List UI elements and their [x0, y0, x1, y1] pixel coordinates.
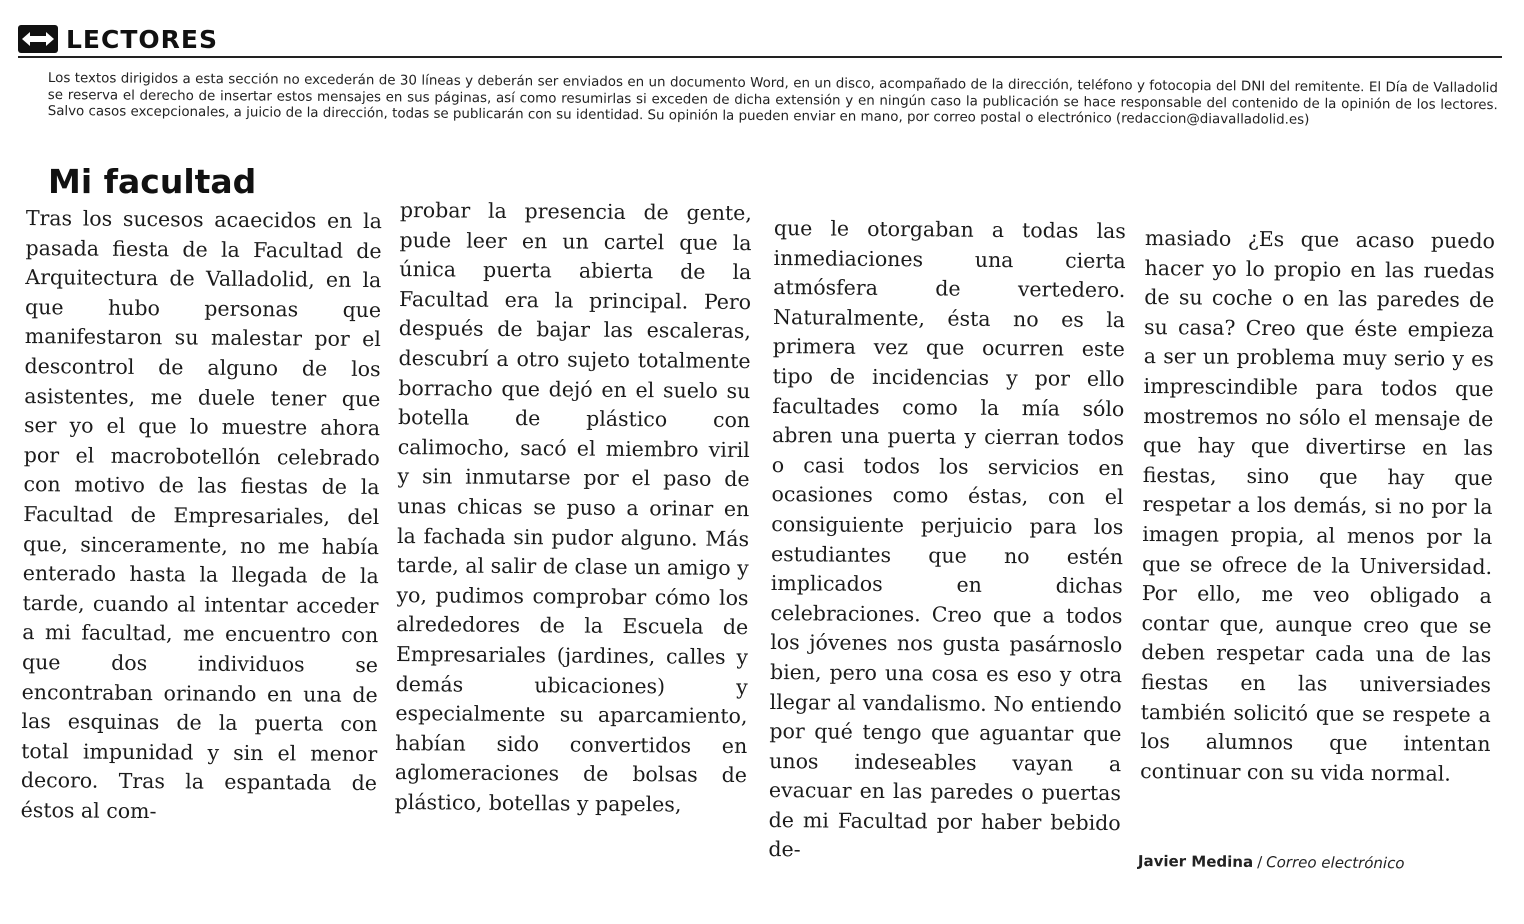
double-arrow-icon — [18, 25, 58, 53]
section-title: LECTORES — [66, 24, 218, 54]
section-header — [18, 22, 218, 56]
article-column-3: que le otorgaban a todas las inmediaciones una cierta atmósfera de vertedero. Naturalmente, ésta no es la primera vez que ocurren este tipo de incidencias y por ello facultades como la mía sólo abren una puerta y cierran todos o casi todos los servicios en ocasiones como éstas, con el consiguiente perjuicio para los estudiantes que no estén implicados en dichas celebraciones. Creo que a todos los jóvenes nos gusta pasárnoslo bien, pero una cosa es eso y otra llegar al vandalismo. No entiendo por qué tengo que aguantar que unos indeseables vayan a evacuar en las paredes o puertas de mi Facultad por haber bebido de- — [768, 215, 1126, 862]
section-intro: Los textos dirigidos a esta sección no excederán de 30 líneas y deberán ser enviados en un documento Word, en un disco, acompañado de la dirección, teléfono y fotocopia del DNI del remitente. El Día de Valladolid se reserva el derecho de insertar estos mensajes en sus páginas, así como resumirlas si exceden de dicha extensión y en ningún caso la publicación se hace responsable del contenido de la opinión de los lectores. Salvo casos excepcionales, a juicio de la dirección, todas se publicarán con su identidad. Su opinión la pueden enviar en mano, por correo postal o electrónico (redaccion@diavalladolid.es) — [47, 71, 1498, 129]
article-column-2: probar la presencia de gente, pude leer en un cartel que la única puerta abierta de la Facultad era la principal. Pero después de bajar las escaleras, descubrí a otro sujeto totalmente borracho que dejó en el suelo su botella de plástico con calimocho, sacó el miembro viril y sin inmutarse por el paso de unas chicas se puso a orinar en la fachada sin pudor alguno. Más tarde, al salir de clase un amigo y yo, pudimos comprobar cómo los alrededores de la Escuela de Empresariales (jardines, calles y demás ubicaciones) y especialmente su aparcamiento, habían sido convertidos en aglomeraciones de bolsas de plástico, botellas y papeles, — [394, 197, 752, 817]
author-name: Javier Medina — [1137, 852, 1254, 872]
article-signature — [1138, 852, 1405, 872]
article-column-1: Tras los sucesos acaecidos en la pasada fiesta de la Facultad de Arquitectura de Valladolid, en la que hubo personas que manifestaron su malestar por el descontrol de alguno de los asistentes, me duele tener que ser yo el que lo muestre ahora por el macrobotellón celebrado con motivo de las fiestas de la Facultad de Empresariales, del que, sinceramente, no me había enterado hasta la llegada de la tarde, cuando al intentar acceder a mi facultad, me encuentro con que dos individuos se encontraban orinando en una de las esquinas de la puerta con total impunidad y sin el menor decoro. Tras la espantada de éstos al com- — [20, 205, 382, 824]
header-rule — [18, 56, 1502, 58]
article-column-4: masiado ¿Es que acaso puedo hacer yo lo propio en las ruedas de su coche o en las paredes de su casa? Creo que éste empieza a ser un problema muy serio y es imprescindible para todos que mostremos no sólo el mensaje de que hay que divertirse en las fiestas, sino que hay que respetar a los demás, si no por la imagen propia, al menos por la que se ofrece de la Universidad. Por ello, me veo obligado a contar que, aunque creo que se deben respetar cada una de las fiestas en las universiades también solicitó que se respete a los alumnos que intentan continuar con su vida normal. — [1140, 225, 1495, 786]
author-source: Correo electrónico — [1266, 853, 1405, 873]
signature-separator: / — [1257, 853, 1263, 872]
article-headline: Mi facultad — [48, 162, 257, 201]
